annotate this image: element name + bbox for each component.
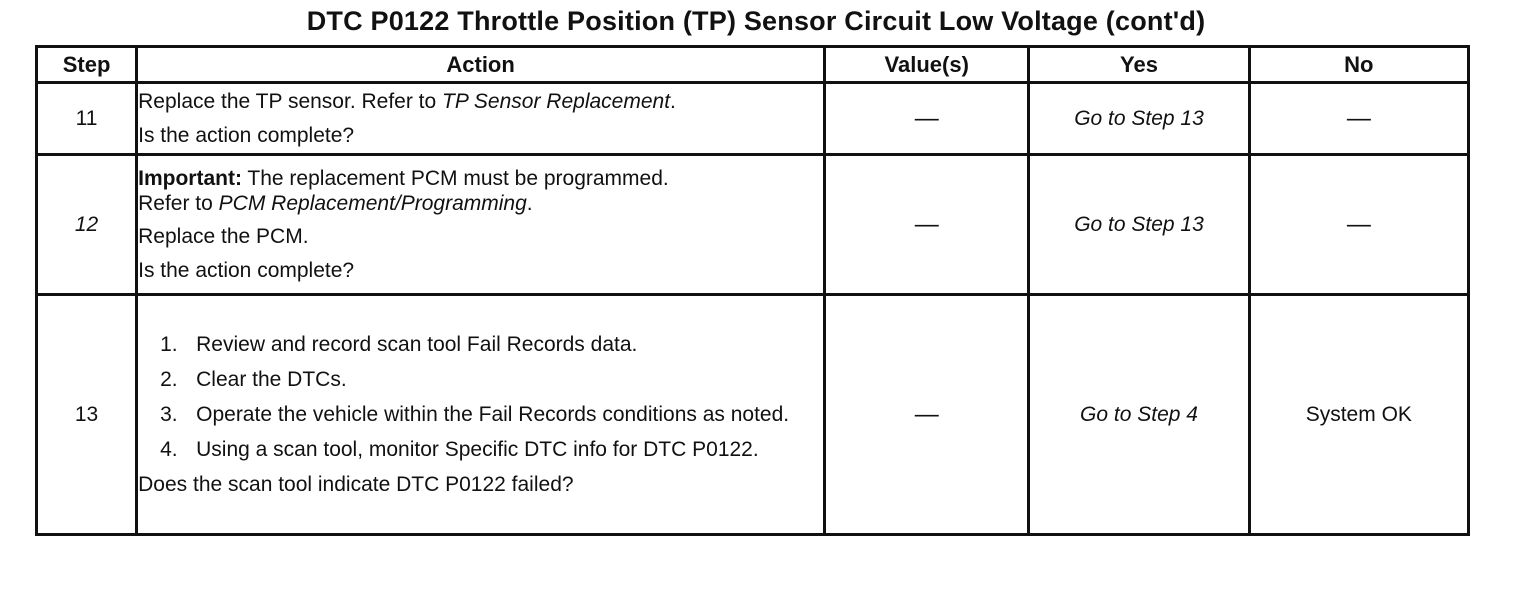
important-text: The replacement PCM must be programmed. [241,166,669,190]
action-text: Replace the TP sensor. Refer to [138,89,443,113]
yes-cell: Go to Step 4 [1029,295,1249,535]
list-item [160,437,823,463]
list-item-text: Clear the DTCs. [196,367,347,391]
reference-link-pcm-replacement[interactable]: PCM Replacement/Programming [218,191,527,215]
action-question: Is the action complete? [138,123,355,147]
header-action: Action [137,47,825,83]
refer-suffix: . [526,191,533,215]
header-yes: Yes [1029,47,1249,83]
no-cell: System OK [1249,295,1468,535]
table-row-step-12 [37,155,1469,295]
table-row-step-11 [37,83,1469,155]
header-row [37,47,1469,83]
value-cell: — [825,83,1029,155]
important-label: Important: [138,166,242,190]
reference-link-tp-sensor-replacement[interactable]: TP Sensor Replacement [442,89,671,113]
list-item [160,402,823,428]
refer-text: Refer to [138,191,219,215]
value-cell: — [825,155,1029,295]
yes-cell: Go to Step 13 [1029,155,1249,295]
table-row-step-13 [37,295,1469,535]
list-item [160,332,823,358]
value-cell: — [825,295,1029,535]
no-cell: — [1249,83,1468,155]
important-note [138,166,823,216]
step-number: 13 [37,295,137,535]
header-step: Step [37,47,137,83]
list-item-number: 1. [160,332,178,356]
header-no: No [1249,47,1468,83]
list-item-text: Using a scan tool, monitor Specific DTC info for DTC P0122. [196,437,759,461]
action-line [138,89,823,115]
action-instruction: Replace the PCM. [138,224,309,248]
no-cell: — [1249,155,1468,295]
yes-cell: Go to Step 13 [1029,83,1249,155]
list-item-number: 3. [160,402,178,426]
procedure-list [138,332,823,463]
step-number: 11 [37,83,137,155]
list-item-text: Review and record scan tool Fail Records data. [196,332,638,356]
list-item-number: 4. [160,437,178,461]
page-title: DTC P0122 Throttle Position (TP) Sensor Circuit Low Voltage (cont'd) [306,6,1206,36]
action-text-suffix: . [670,89,676,113]
diagnostic-table [35,45,1470,536]
action-question: Is the action complete? [138,258,355,282]
action-cell [137,295,825,535]
list-item [160,367,823,393]
step-number: 12 [37,155,137,295]
action-cell [137,83,825,155]
list-item-number: 2. [160,367,178,391]
action-question: Does the scan tool indicate DTC P0122 failed? [138,472,574,496]
header-values: Value(s) [825,47,1029,83]
list-item-text: Operate the vehicle within the Fail Records conditions as noted. [196,402,790,426]
action-cell [137,155,825,295]
